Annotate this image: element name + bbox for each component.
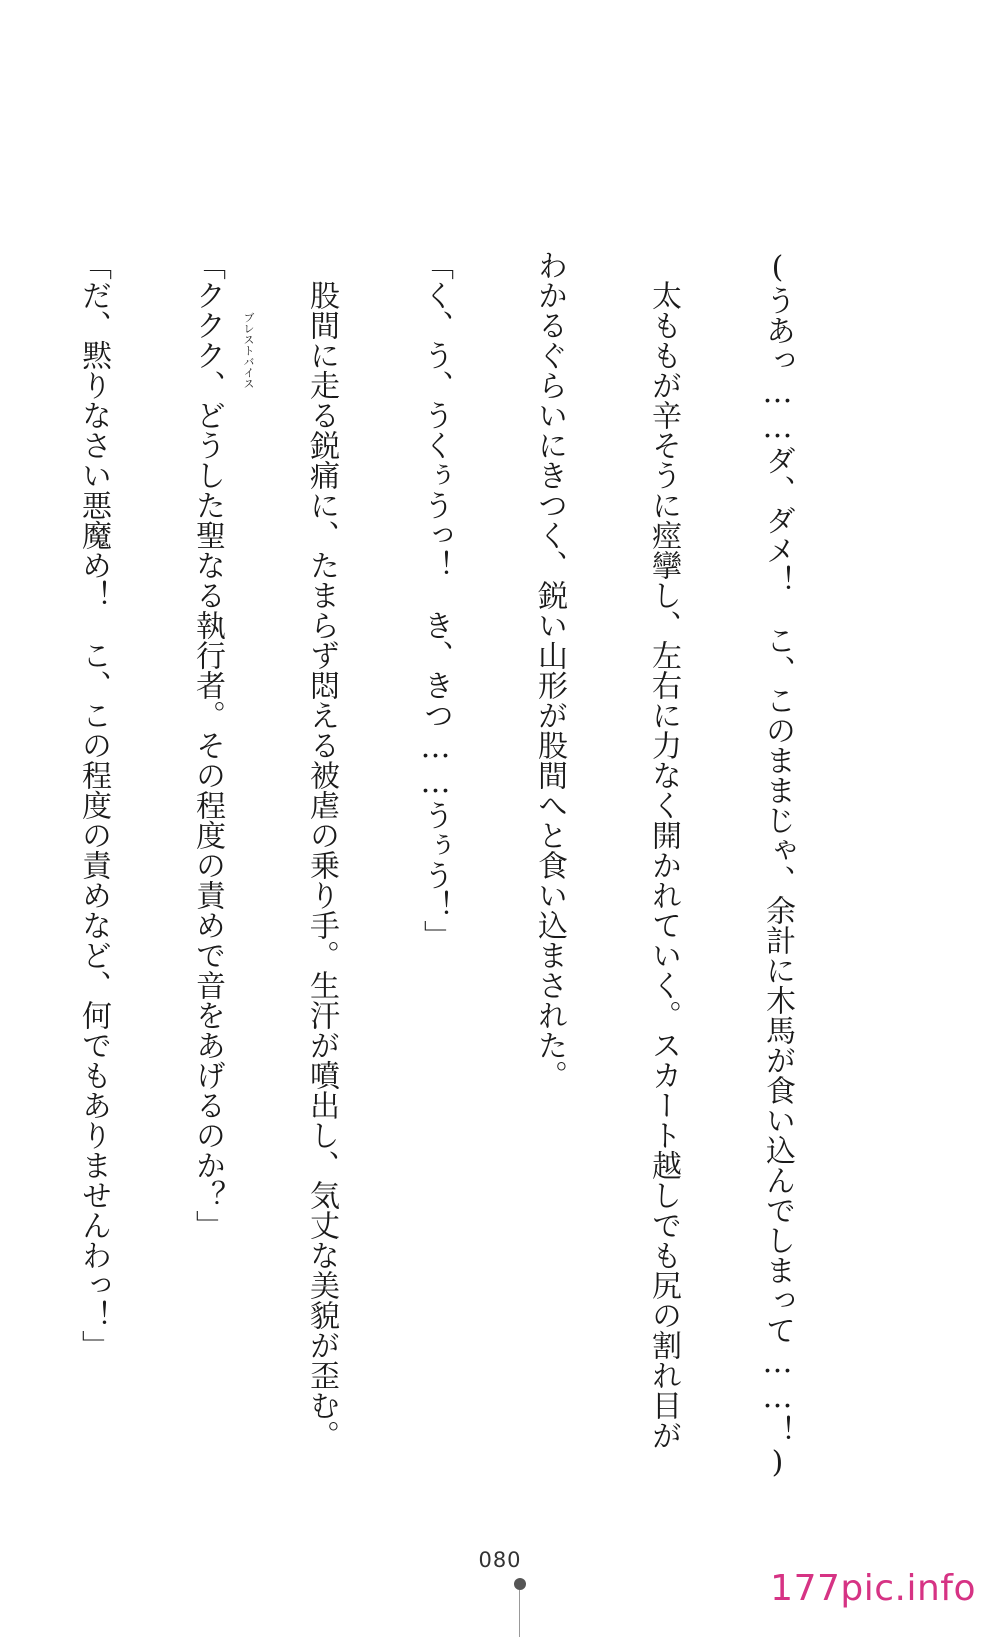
text-line: 太ももが辛そうに痙攣し、左右に力なく開かれていく。スカート越しでも尻の割れ目が <box>646 250 681 1450</box>
text-line: 「く、う、うくぅうっ！ き、きつ……うぅう！」 <box>418 250 453 950</box>
text-line: (うあっ……ダ、ダメ！ こ、このままじゃ、余計に木馬が食い込んでしまって……！) <box>760 250 795 1480</box>
watermark: 177pic.info <box>770 1568 976 1609</box>
text-line: 股間に走る鋭痛に、たまらず悶える被虐の乗り手。生汗が噴出し、気丈な美貌が歪む。 <box>304 250 339 1450</box>
ruby-annotation: ブレストバイス <box>242 312 255 389</box>
page-marker-dot <box>514 1578 526 1590</box>
text-line: 「ククク、どうした聖なる執行者。その程度の責めで音をあげるのか？」 <box>190 250 225 1240</box>
vertical-text-body <box>0 250 872 1480</box>
text-line: わかるぐらいにきつく、鋭い山形が股間へと食い込まされた。 <box>532 250 567 1090</box>
text-line: 「だ、黙りなさい悪魔め！ こ、この程度の責めなど、何でもありませんわっ！」 <box>76 250 111 1360</box>
page-number: 080 <box>478 1548 522 1572</box>
page-marker-line <box>519 1590 520 1637</box>
